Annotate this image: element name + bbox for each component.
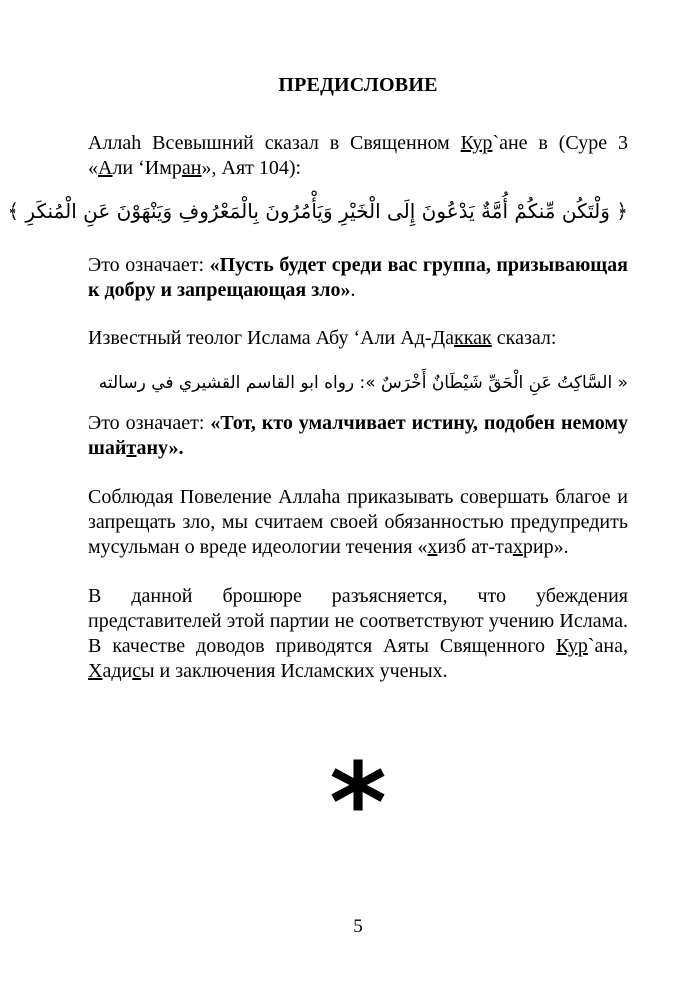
- theologian-paragraph: Известный теолог Ислама Абу ‘Али Ад-Даккак сказал:: [88, 327, 557, 349]
- obligation-paragraph: Соблюдая Повеление Аллаhа приказывать совершать благое и запрещать зло, мы считаем своей обязанностью предупредить мусульман о вреде идеологии течения «хизб ат-тахрир».: [88, 486, 628, 558]
- brochure-paragraph: В данной брошюре разъясняется, что убеждения представителей этой партии не соответствуют учению Ислама. В качестве доводов приводятся Аяты Священного Кур`ана, Хадисы и заключения Исламских ученых.: [88, 585, 628, 682]
- ayah-arabic-text: ﴿ وَلْتَكُن مِّنكُمْ أُمَّةٌ يَدْعُونَ إِلَى الْخَيْرِ وَيَأْمُرُونَ بِالْمَعْرُوفِ وَيَنْهَوْنَ عَنِ الْمُنكَرِ ﴾: [7, 199, 628, 223]
- intro-paragraph: Аллаh Всевышний сказал в Священном Кур`ане в (Суре 3 «Али ‘Имран», Аят 104):: [88, 132, 628, 179]
- quran-underlined: Кур: [460, 132, 493, 154]
- meaning-paragraph-2: Это означает: «Тот, кто умалчивает истину, подобен немому шайтану».: [88, 412, 628, 459]
- ali-underlined: А: [98, 157, 113, 179]
- meaning-paragraph-1: Это означает: «Пусть будет среди вас группа, призывающая к добру и запрещающая зло».: [88, 254, 629, 301]
- imran-underlined: ан: [181, 157, 202, 179]
- page-number: 5: [353, 916, 363, 937]
- page-title: ПРЕДИСЛОВИЕ: [278, 74, 438, 96]
- document-page: [7, 0, 629, 990]
- saying-arabic-text: « السَّاكِتُ عَنِ الْحَقِّ شَيْطَانٌ أَخْرَسٌ »: رواه ابو القاسم القشيري في رسالته: [98, 373, 628, 393]
- asterisk-ornament: *: [329, 739, 387, 867]
